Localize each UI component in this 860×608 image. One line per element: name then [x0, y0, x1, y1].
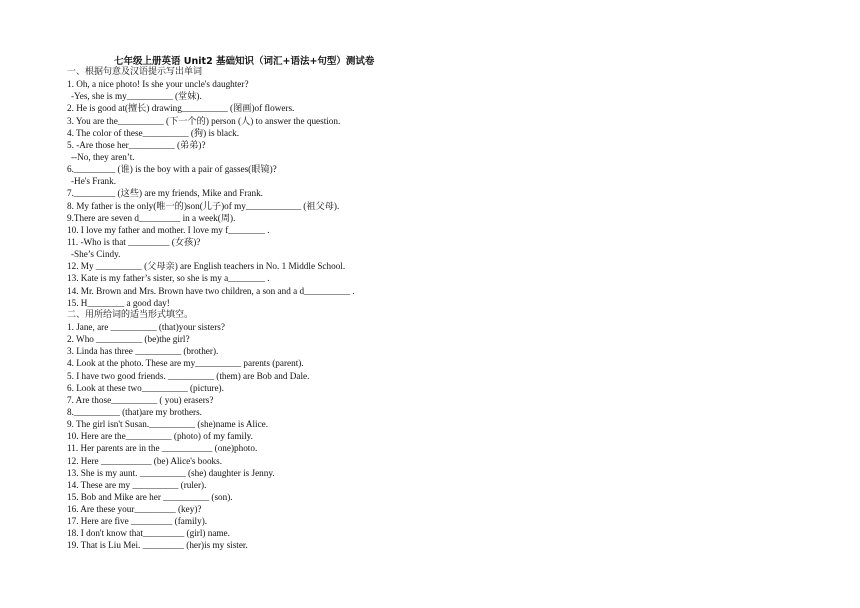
section1-heading: 一、根据句意及汉语提示写出单词 [67, 67, 203, 77]
question-line: 3. Linda has three __________ (brother). [67, 346, 219, 357]
question-line: 18. I don't know that_________ (girl) name. [67, 528, 230, 539]
question-line: 7. Are those__________ ( you) erasers? [67, 394, 214, 405]
question-line: 14. Mr. Brown and Mrs. Brown have two children, a son and a d__________ . [67, 285, 355, 296]
question-line: 7._________ (这些) are my friends, Mike and Frank. [67, 188, 263, 199]
question-line: 4. The color of these__________ (狗) is black. [67, 127, 240, 138]
question-line: 2. He is good at(擅长) drawing__________ (图画)of flowers. [67, 103, 295, 114]
question-line: 3. You are the__________ (下一个的) person (人) to answer the question. [67, 115, 341, 126]
question-line: 8. My father is the only(唯一的)son(儿子)of my____________ (祖父母). [67, 200, 340, 211]
question-line: 8.__________ (that)are my brothers. [67, 406, 202, 417]
question-line: 9.There are seven d_________ in a week(周). [67, 212, 236, 223]
worksheet-content [67, 66, 767, 552]
question-line: 15. H________ a good day! [67, 297, 170, 308]
question-line: 9. The girl isn't Susan.__________ (she)name is Alice. [67, 419, 269, 430]
question-line: 2. Who __________ (be)the girl? [67, 334, 190, 345]
question-line: 10. Here are the__________ (photo) of my family. [67, 431, 253, 442]
section2-questions [67, 321, 767, 552]
question-line: 6. Look at these two__________ (picture). [67, 382, 224, 393]
question-line: -Yes, she is my__________ (堂妹). [71, 91, 202, 102]
question-line: 1. Oh, a nice photo! Is she your uncle's daughter? [67, 79, 249, 90]
question-line: -She’s Cindy. [71, 249, 121, 260]
question-line: 14. These are my __________ (ruler). [67, 479, 207, 490]
question-line: 13. Kate is my father’s sister, so she is my a________ . [67, 273, 270, 284]
question-line: 19. That is Liu Mei. _________ (her)is my sister. [67, 540, 248, 551]
question-line: 1. Jane, are __________ (that)your sisters? [67, 321, 225, 332]
question-line: 6._________ (谁) is the boy with a pair of gasses(眼镜)? [67, 164, 277, 175]
question-line: 4. Look at the photo. These are my__________ parents (parent). [67, 358, 304, 369]
page-title: 七年级上册英语 Unit2 基础知识（词汇+语法+句型）测试卷 [114, 56, 375, 67]
question-line: 11. Her parents are in the ___________ (one)photo. [67, 443, 258, 454]
section2-heading: 二、用所给词的适当形式填空。 [67, 309, 194, 320]
question-line: 13. She is my aunt. __________ (she) daughter is Jenny. [67, 467, 275, 478]
question-line: --No, they aren’t. [71, 151, 135, 162]
question-line: 15. Bob and Mike are her __________ (son). [67, 491, 233, 502]
question-line: -He's Frank. [71, 176, 117, 187]
question-line: 12. Here ___________ (be) Alice's books. [67, 455, 223, 466]
question-line: 16. Are these your_________ (key)? [67, 504, 202, 515]
section1-questions [67, 78, 767, 309]
question-line: 5. -Are those her__________ (弟弟)? [67, 139, 206, 150]
question-line: 5. I have two good friends. __________ (them) are Bob and Dale. [67, 370, 310, 381]
question-line: 10. I love my father and mother. I love my f________ . [67, 224, 270, 235]
question-line: 17. Here are five _________ (family). [67, 516, 208, 527]
question-line: 11. -Who is that _________ (女孩)? [67, 236, 201, 247]
question-line: 12. My __________ (父母亲) are English teachers in No. 1 Middle School. [67, 261, 346, 272]
